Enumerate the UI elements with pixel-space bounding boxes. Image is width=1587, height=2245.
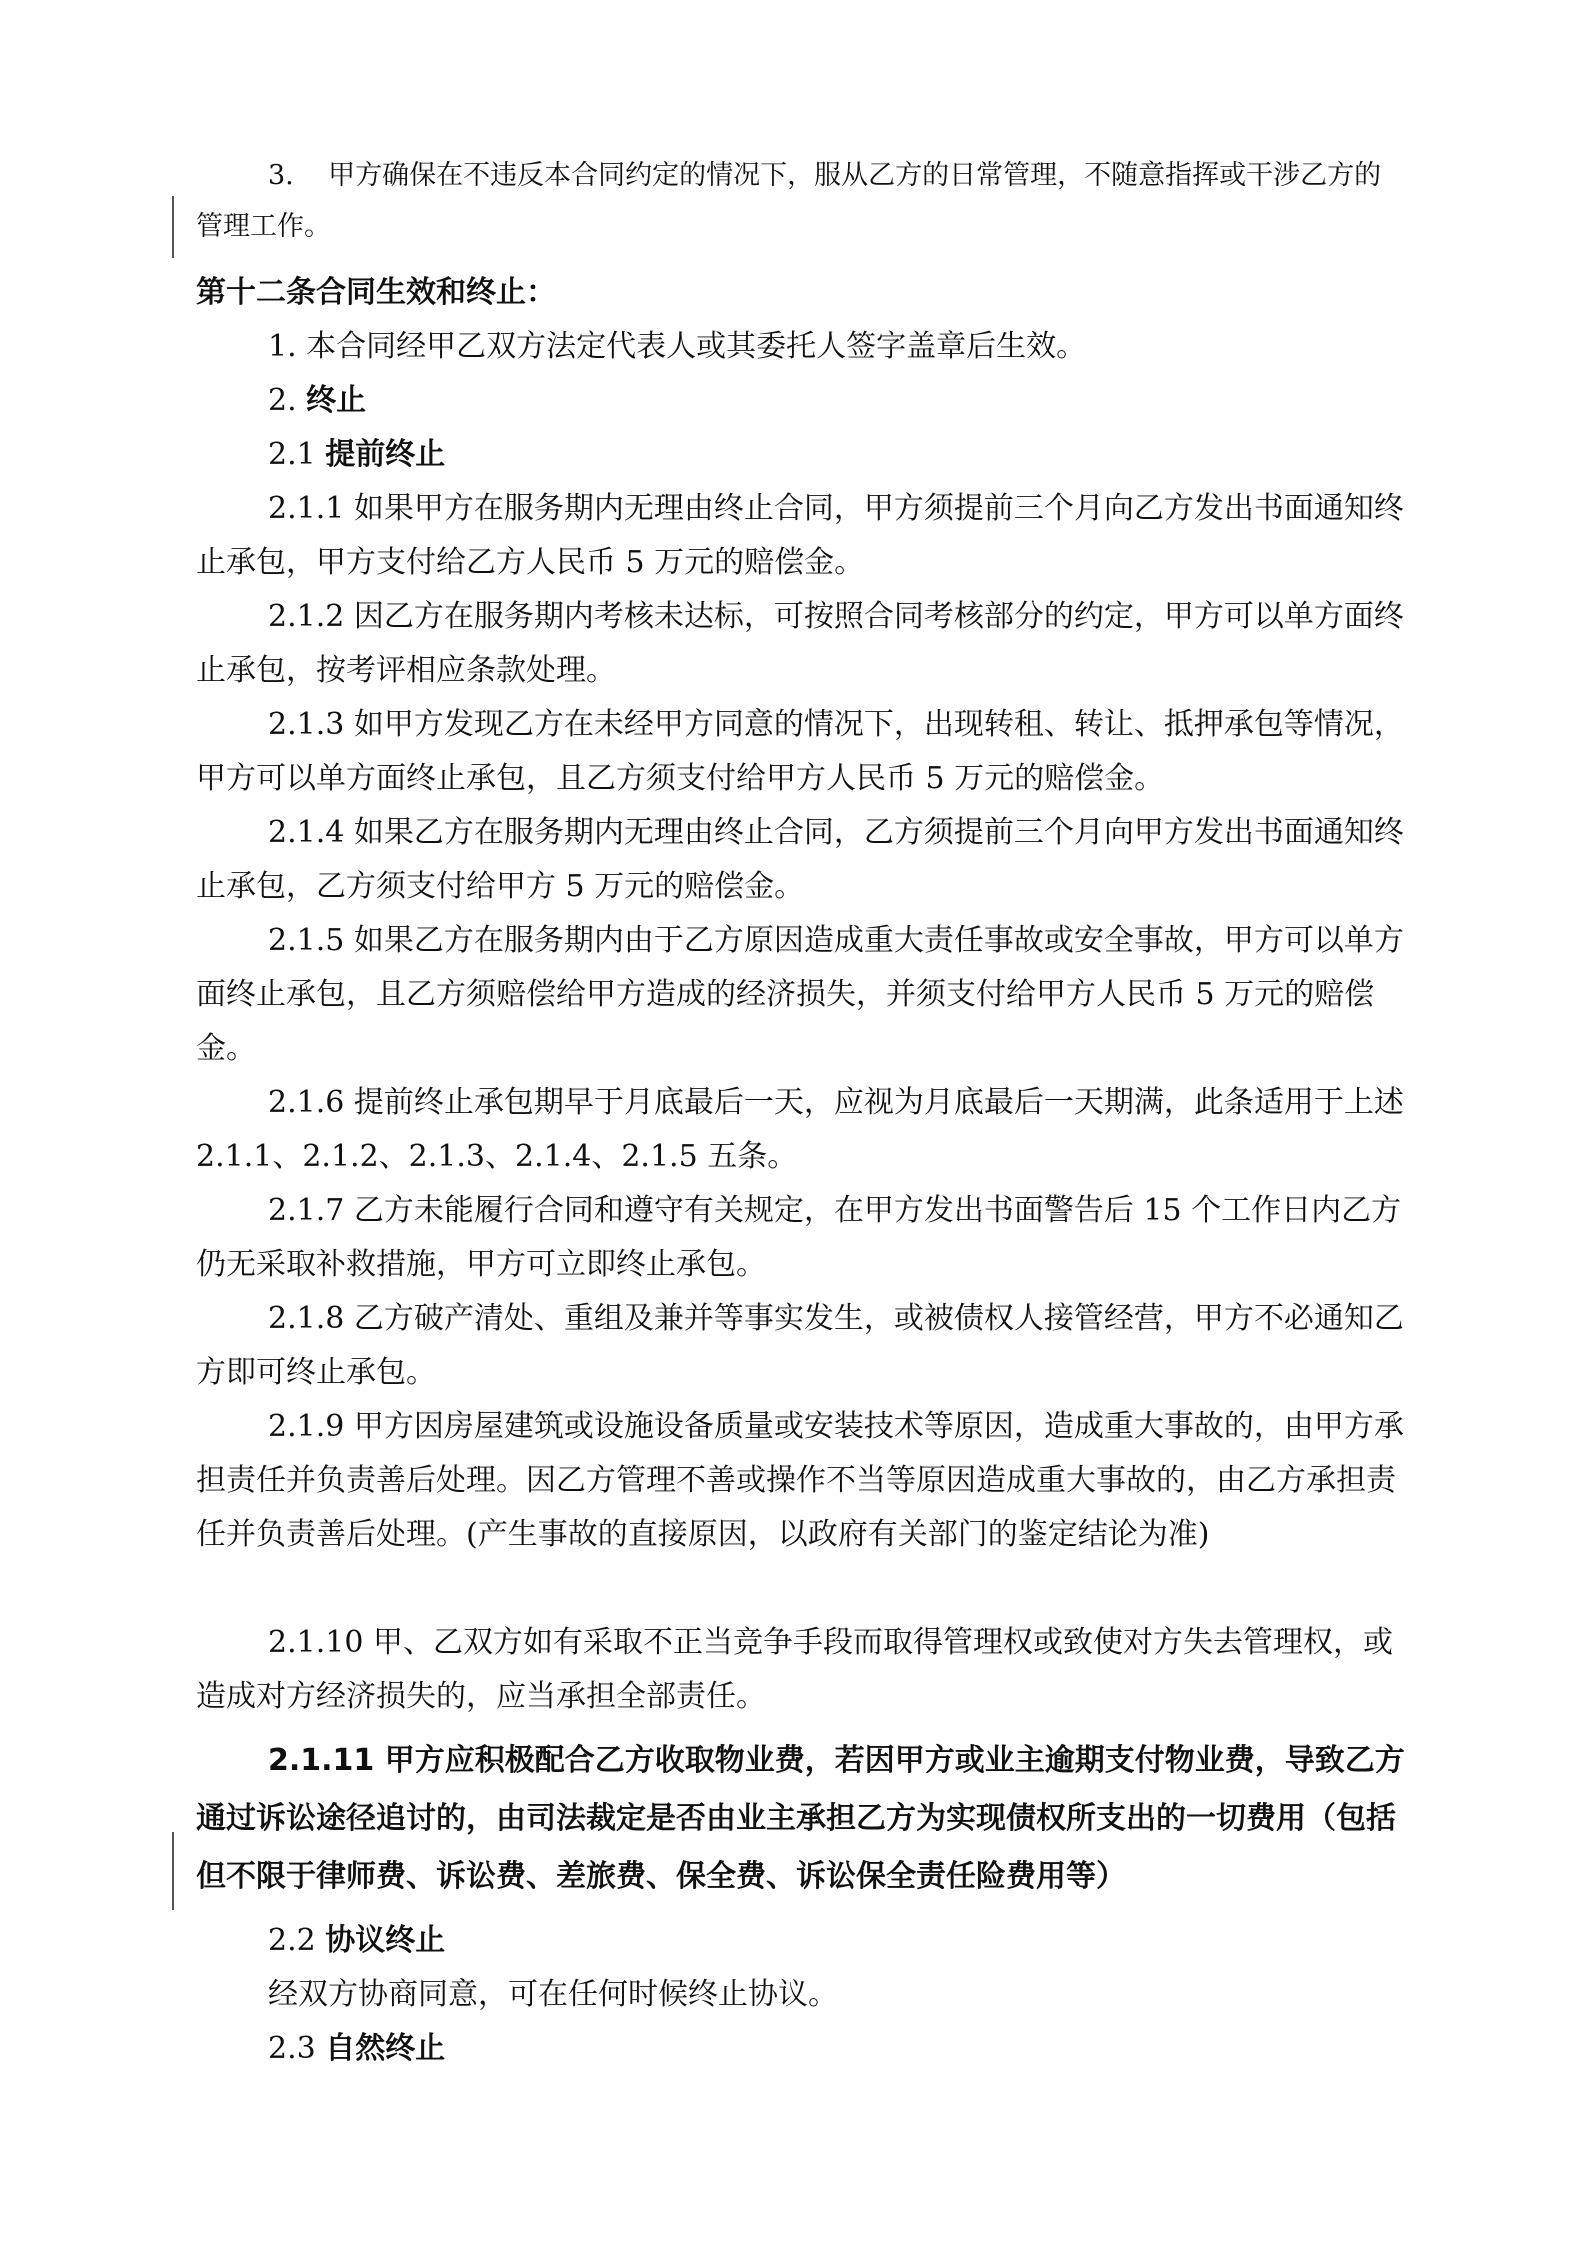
clause-title: 自然终止 — [325, 2031, 446, 2066]
clause-text: 甲方确保在不违反本合同约定的情况下，服从乙方的日常管理，不随意指挥或干涉乙方的管理工作。 — [196, 160, 1382, 242]
clause-number: 2.1.5 — [268, 923, 345, 958]
clause-number: 2.1.4 — [268, 815, 345, 850]
clause-number: 2.1.2 — [268, 599, 345, 634]
clause-2-1-9 — [196, 1400, 1406, 1562]
heading-text: 第十二条合同生效和终止： — [196, 275, 556, 310]
clause-2-1-1 — [196, 482, 1406, 590]
clause-1 — [196, 320, 1406, 374]
clause-title: 提前终止 — [325, 437, 446, 472]
clause-text: 如果乙方在服务期内由于乙方原因造成重大责任事故或安全事故，甲方可以单方面终止承包，且乙方须赔偿给甲方造成的经济损失，并须支付给甲方人民币 5 万元的赔偿金。 — [196, 923, 1404, 1066]
article-12-heading — [196, 266, 1406, 320]
clause-text: 甲、乙双方如有采取不正当竞争手段而取得管理权或致使对方失去管理权，或造成对方经济损失的，应当承担全部责任。 — [196, 1625, 1393, 1714]
clause-2-1-5 — [196, 914, 1406, 1076]
clause-title: 协议终止 — [325, 1923, 446, 1958]
clause-number: 2.1.11 — [268, 1743, 375, 1778]
clause-2-1-2 — [196, 590, 1406, 698]
clause-number: 2.1.1 — [268, 491, 345, 526]
clause-number: 3. — [268, 160, 294, 191]
clause-text: 如果甲方在服务期内无理由终止合同，甲方须提前三个月向乙方发出书面通知终止承包，甲方支付给乙方人民币 5 万元的赔偿金。 — [196, 491, 1404, 580]
clause-2 — [196, 374, 1406, 428]
clause-text: 甲方应积极配合乙方收取物业费，若因甲方或业主逾期支付物业费，导致乙方通过诉讼途径追讨的，由司法裁定是否由业主承担乙方为实现债权所支出的一切费用（包括但不限于律师费、诉讼费、差旅费、保全费、诉讼保全责任险费用等） — [196, 1743, 1405, 1894]
clause-2-1-11 — [196, 1732, 1406, 1906]
clause-2-1 — [196, 428, 1406, 482]
clause-text: 如甲方发现乙方在未经甲方同意的情况下，出现转租、转让、抵押承包等情况，甲方可以单方面终止承包，且乙方须支付给甲方人民币 5 万元的赔偿金。 — [196, 707, 1404, 796]
clause-2-2-text — [196, 1968, 1406, 2022]
clause-text: 如果乙方在服务期内无理由终止合同，乙方须提前三个月向甲方发出书面通知终止承包，乙方须支付给甲方 5 万元的赔偿金。 — [196, 815, 1404, 904]
clause-text: 因乙方在服务期内考核未达标，可按照合同考核部分的约定，甲方可以单方面终止承包，按考评相应条款处理。 — [196, 599, 1404, 688]
clause-2-1-8 — [196, 1292, 1406, 1400]
clause-number: 2.1.3 — [268, 707, 345, 742]
revision-bar — [172, 196, 174, 258]
clause-2-2 — [196, 1914, 1406, 1968]
clause-text: 经双方协商同意，可在任何时候终止协议。 — [268, 1977, 838, 2012]
clause-text: 1. 本合同经甲乙双方法定代表人或其委托人签字盖章后生效。 — [268, 329, 1087, 364]
clause-2-1-6 — [196, 1076, 1406, 1184]
clause-number: 2.1.10 — [268, 1625, 364, 1660]
clause-number: 2.3 — [268, 2031, 316, 2066]
revision-bar — [172, 1832, 174, 1910]
clause-title: 终止 — [306, 383, 367, 418]
clause-text: 乙方未能履行合同和遵守有关规定，在甲方发出书面警告后 15 个工作日内乙方仍无采取补救措施，甲方可立即终止承包。 — [196, 1193, 1402, 1282]
clause-2-1-7 — [196, 1184, 1406, 1292]
clause-2-1-3 — [196, 698, 1406, 806]
clause-2-3 — [196, 2022, 1406, 2076]
clause-number: 2.1.8 — [268, 1301, 345, 1336]
clause-number: 2. — [268, 383, 297, 418]
clause-text: 乙方破产清处、重组及兼并等事实发生，或被债权人接管经营，甲方不必通知乙方即可终止承包。 — [196, 1301, 1404, 1390]
clause-number: 2.2 — [268, 1923, 316, 1958]
clause-number: 2.1.9 — [268, 1409, 345, 1444]
clause-number: 2.1.7 — [268, 1193, 345, 1228]
clause-number: 2.1 — [268, 437, 316, 472]
clause-number: 2.1.6 — [268, 1085, 345, 1120]
clause-3 — [196, 150, 1406, 252]
clause-text: 甲方因房屋建筑或设施设备质量或安装技术等原因，造成重大事故的，由甲方承担责任并负责善后处理。因乙方管理不善或操作不当等原因造成重大事故的，由乙方承担责任并负责善后处理。(产生事故的直接原因，以政府有关部门的鉴定结论为准) — [196, 1409, 1404, 1552]
clause-2-1-10 — [196, 1616, 1406, 1724]
clause-text: 提前终止承包期早于月底最后一天，应视为月底最后一天期满，此条适用于上述 2.1.1、2.1.2、2.1.3、2.1.4、2.1.5 五条。 — [196, 1085, 1404, 1174]
clause-2-1-4 — [196, 806, 1406, 914]
